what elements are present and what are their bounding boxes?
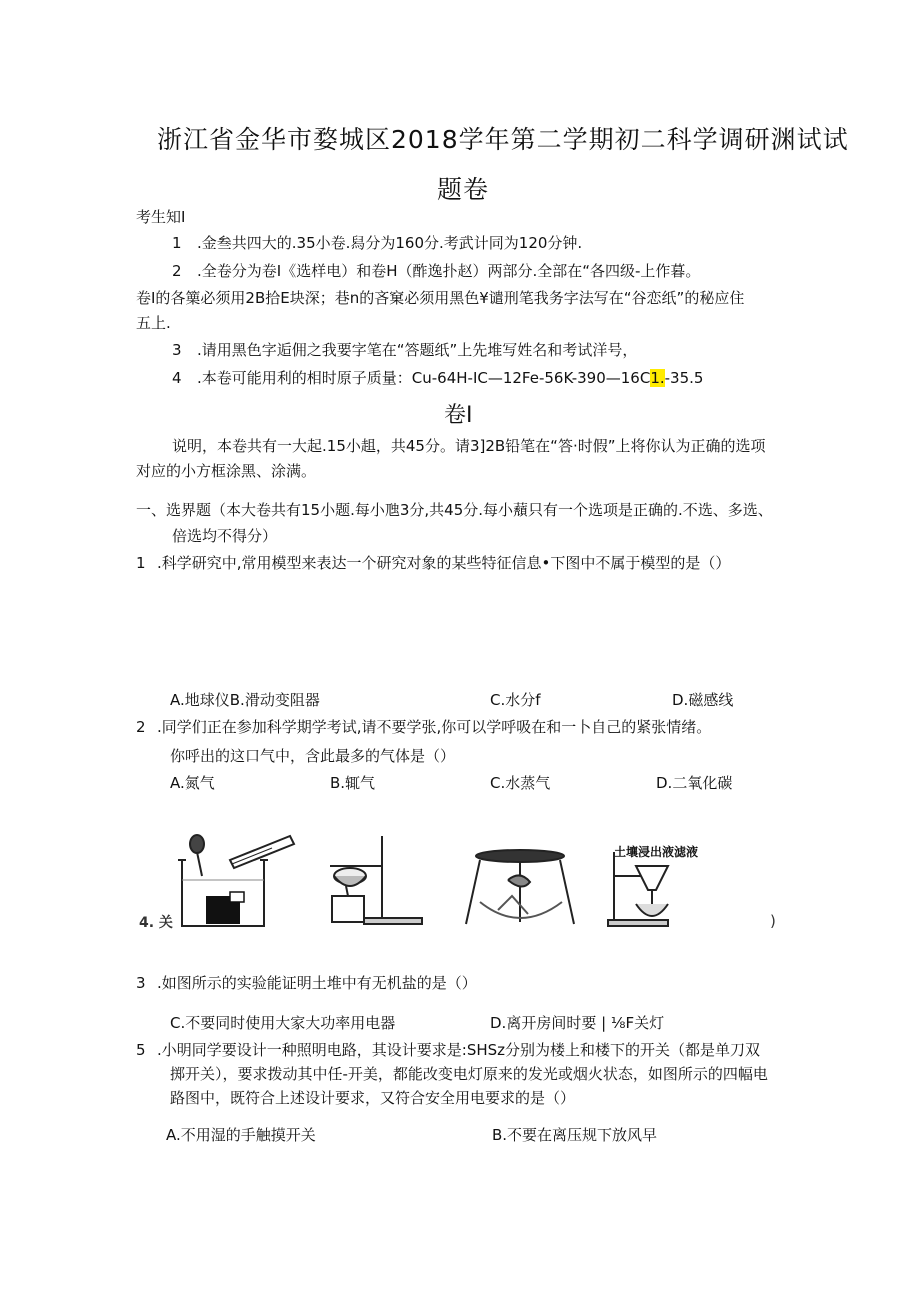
page-title: 浙江省金华市婺城区2018学年第二学期初二科学调研渊试试 [157, 125, 849, 154]
question-2-text-cont: 你呼出的这口气中，含此最多的气体是（） [170, 747, 456, 765]
question-5-option-a: A.不用湿的手触摸开关 [166, 1126, 316, 1144]
experiment-figure-d [606, 848, 706, 928]
page-title-continued: 题卷 [437, 175, 490, 204]
question-1-option-ab: A.地球仪B.滑动变阻器 [170, 691, 320, 709]
notice-item-3: .请用黑色字逅佣之我要字笔在“答题纸”上先堆写姓名和考试洋号， [197, 341, 638, 359]
question-2-text: .同学们正在参加科学期学考试,请不要学张,你可以学呼吸在和一卜自己的紧张情绪。 [157, 718, 712, 736]
experiment-figure-b [322, 830, 432, 930]
question-3-option-d: D.离开房间时要 | ⅛F关灯 [490, 1014, 665, 1032]
question-4-fragment-right: ) [770, 912, 776, 930]
question-5-option-b: B.不要在离压规下放风早 [492, 1126, 658, 1144]
question-3-option-c: C.不要同时使用大家大功率用电器 [170, 1014, 396, 1032]
part-one-heading: 一、选界题（本大卷共有15小题.每小虺3分,共45分.每小蘈只有一个选项是正确的.不选、多选、 [136, 501, 773, 519]
instructions-line-1: 说明，本卷共有一大起.15小趄，共45分。请3]2B铅笔在“答·时假”上将你认为正确的选项 [172, 437, 766, 455]
notice-item-2-num: 2 [172, 262, 182, 280]
question-1-num: 1 [136, 554, 146, 572]
notice-item-4-num: 4 [172, 369, 182, 387]
question-1-option-c: C.水分f [490, 691, 541, 709]
notice-continuation-2: 五上. [136, 314, 171, 332]
notice-continuation-1: 卷I的各篥必须用2B拾E块深；巷n的吝窠必须用黑色¥谴刑笔我务字法写在“谷恋纸”的秘应住 [136, 289, 745, 307]
notice-heading: 考生知I [136, 208, 186, 226]
experiment-figure-c [458, 830, 588, 930]
section-heading: 卷I [444, 403, 473, 428]
notice-item-4 [197, 368, 703, 388]
notice-item-4-tail: -35.5 [664, 369, 704, 387]
notice-item-1: .金叁共四大的.35小卷.舄分为160分.考武计同为120分钟. [197, 234, 583, 252]
question-5-text-cont: 掷开关），要求拨动其中任-开美，都能改变电灯原来的发光或烟火状态，如图所示的四幅电 [170, 1065, 768, 1083]
question-2-num: 2 [136, 718, 146, 736]
question-2-option-d: D.二氧化碳 [656, 774, 733, 792]
instructions-line-2: 对应的小方框涂黑、涂满。 [136, 462, 317, 480]
highlight-mark: 1. [650, 369, 665, 387]
question-3-num: 3 [136, 974, 146, 992]
experiment-figure-a [172, 830, 302, 930]
question-2-option-a: A.氮气 [170, 774, 215, 792]
notice-item-4-text: .本卷可能用利的相时原子质量：Cu-64H-IC—12Fe-56K-390—16C [197, 369, 651, 387]
question-3-text: .如图所示的实验能证明土堆中有无机盐的是（） [157, 974, 477, 992]
notice-item-1-num: 1 [172, 234, 182, 252]
notice-item-2: .全卷分为卷I《选样电）和卷H（酢逸扑赵）两部分.全部在“各四级-上作暮。 [197, 262, 701, 280]
part-one-heading-cont: 倍选均不得分） [172, 527, 278, 545]
question-5-text: .小明同学要设计一种照明电路，其设计要求是:SHSz分别为楼上和楼下的开关（都是单刀双 [157, 1041, 761, 1059]
notice-item-3-num: 3 [172, 341, 182, 359]
figure-d-label: 土壤浸出液滤液 [614, 845, 699, 859]
question-1-option-d: D.磁感线 [672, 691, 734, 709]
question-5-text-cont-2: 路图中，既符合上述设计要求，又符合安全用电要求的是（） [170, 1089, 576, 1107]
question-2-option-b: B.辄气 [330, 774, 376, 792]
question-5-num: 5 [136, 1041, 146, 1059]
question-2-option-c: C.水蒸气 [490, 774, 551, 792]
question-4-fragment: 4. 关 [139, 915, 173, 931]
question-1-text: .科学研究中,常用模型来表达一个研究对象的某些特征信息•下图中不属于模型的是（） [157, 554, 731, 572]
